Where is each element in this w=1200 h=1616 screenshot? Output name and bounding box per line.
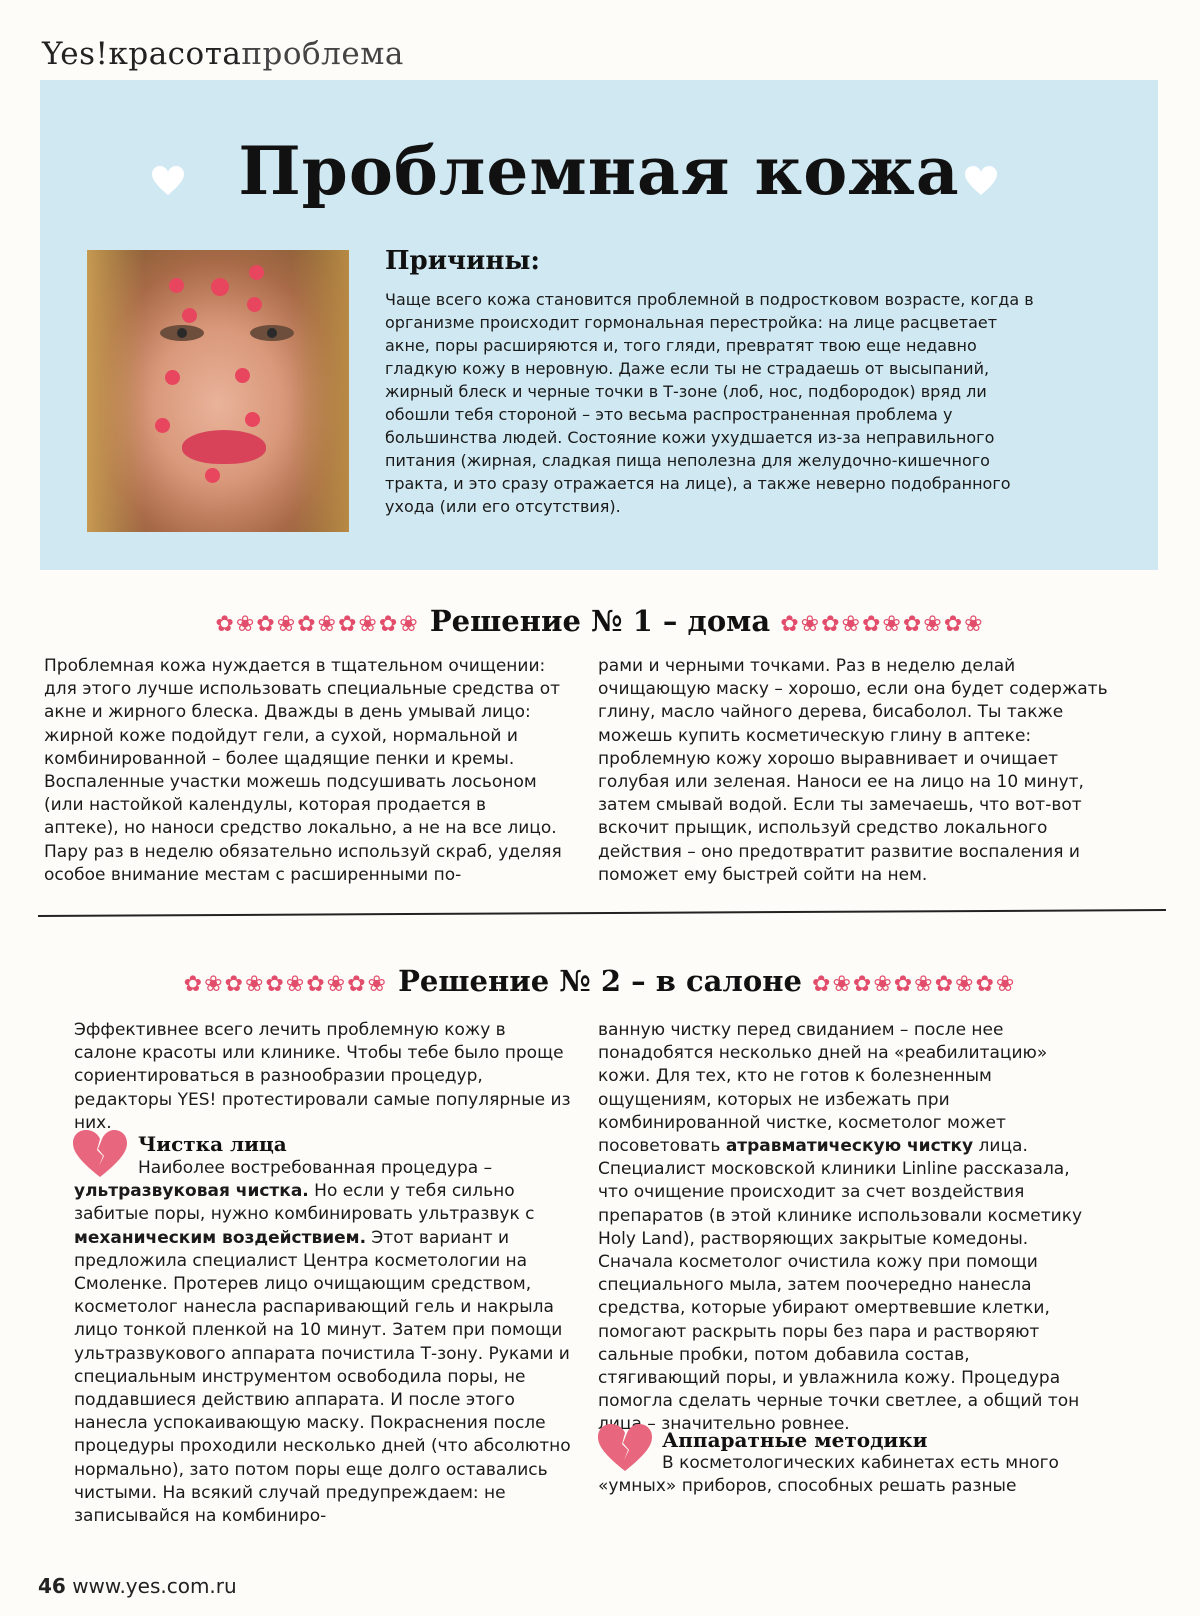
pimple-dot (165, 370, 180, 385)
solution2-heading: Решение № 2 – в салоне (398, 964, 802, 998)
pimple-dot (245, 412, 260, 427)
pimple-dot (247, 297, 262, 312)
pimple-dot (249, 265, 264, 280)
girl-photo (87, 250, 349, 532)
eyes-shape (152, 320, 302, 346)
page-title: Проблемная кожа (238, 132, 960, 210)
hero-panel (40, 80, 1158, 570)
causes-heading: Причины: (385, 246, 541, 276)
hardware-heading: Аппаратные методики (662, 1428, 928, 1452)
pimple-dot (205, 468, 220, 483)
heart-right-icon (965, 166, 997, 196)
solution1-heading-row (0, 604, 1200, 638)
cleaning-text: Наиболее востребованная процедура – ультразвуковая чистка. Но если у тебя сильно забитые поры, нужно комбинировать ультразвук с механическим воздействием. Этот вариант и предложила специалист Центра косметологии на Смоленке. Протерев лицо очищающим средством, косметолог нанесла распаривающий гель и накрыла лицо тонкой пленкой на 10 минут. Затем при помощи ультразвукового аппарата почистила Т-зону. Руками и специальным инструментом освободила поры, не поддавшиеся действию аппарата. И после этого нанесла успокаивающую маску. Покраснения после процедуры проходили несколько дней (что абсолютно нормально), зато потом поры еще долго оставались чистыми. На всякий случай предупреждаем: не записывайся на комбиниро- (74, 1158, 571, 1527)
solution2-column-right: ванную чистку перед свиданием – после нее понадобятся несколько дней на «реабилитацию» кожи. Для тех, кто не готов к болезненным ощущениям, которых не избежать при комбинированной чистке, косметолог может посоветовать атравматическую чистку лица. Специалист московской клиники Linline рассказала, что очищение происходит за счет воздействия препаратов (в этой клинике использовали косметику Holy Land), растворяющих закрытые комедоны. Сначала косметолог очистила кожу при помощи специального мыла, затем поочередно нанесла средства, которые убирают омертвевшие клетки, помогают раскрыть поры без пара и растворяют сальные пробки, потом добавила состав, стягивающий поры, и увлажнила кожу. Процедура помогла сделать черные точки светлее, а общий тон лица – значительно ровнее. (598, 1020, 1083, 1435)
pimple-dot (182, 308, 197, 323)
page-number: 46 (38, 1574, 66, 1598)
magazine-header (42, 36, 404, 72)
section-label: проблема (241, 36, 404, 72)
flower-ornament-icon: ✿❀✿❀✿❀✿❀✿❀ (215, 612, 420, 637)
pimple-dot (155, 418, 170, 433)
page-footer (38, 1574, 237, 1598)
flower-ornament-icon: ✿❀✿❀✿❀✿❀✿❀ (780, 612, 985, 637)
solution1-column-left: Проблемная кожа нуждается в тщательном очищении: для этого лучше использовать специальные средства от акне и жирного блеска. Дважды в день умывай лицо: жирной коже подойдут гели, а сухой, нормальной и комбинированной – более щадящие пенки и кремы. Воспаленные участки можешь подсушивать лосьоном (или настойкой календулы, которая продается в аптеке), но наноси средство локально, а не на все лицо. Пару раз в неделю обязательно используй скраб, уделяя особое внимание местам с расширенными по- (44, 656, 562, 885)
pimple-dot (235, 368, 250, 383)
pimple-dot (211, 278, 229, 296)
solution1-column-right: рами и черными точками. Раз в неделю делай очищающую маску – хорошо, если она будет содержать глину, масло чайного дерева, бисаболол. Ты также можешь купить косметическую глину в аптеке: проблемную кожу хорошо выравнивает и очищает голубая или зеленая. Наноси ее на лицо на 10 минут, затем смывай водой. Если ты замечаешь, что вот-вот вскочит прыщик, используй средство локального действия – оно предотвратит развитие воспаления и поможет ему быстрей сойти на нем. (598, 656, 1108, 885)
flower-ornament-icon: ✿❀✿❀✿❀✿❀✿❀ (183, 972, 388, 997)
lips-shape (182, 430, 266, 464)
site-url: www.yes.com.ru (72, 1574, 237, 1598)
solution2-heading-row (0, 964, 1200, 998)
solution1-heading: Решение № 1 – дома (429, 604, 771, 638)
hardware-text: В косметологических кабинетах есть много «умных» приборов, способных решать разные (598, 1453, 1059, 1497)
solution2-intro: Эффективнее всего лечить проблемную кожу в салоне красоты или клинике. Чтобы тебе было проще сориентироваться в разнообразии процедур, редакторы YES! протестировали самые популярные из них. (74, 1020, 571, 1133)
pimple-dot (169, 278, 184, 293)
flower-ornament-icon: ✿❀✿❀✿❀✿❀✿❀ (812, 972, 1017, 997)
brand-label: Yes!красота (42, 36, 242, 72)
section-divider (38, 909, 1166, 917)
causes-text: Чаще всего кожа становится проблемной в подростковом возрасте, когда в организме происходит гормональная перестройка: на лице расцветает акне, поры расширяются и, того гляди, превратят твою еще недавно гладкую кожу в неровную. Даже если ты не страдаешь от высыпаний, жирный блеск и черные точки в Т-зоне (лоб, нос, подбородок) вряд ли обошли тебя стороной – это весьма распространенная проблема у большинства людей. Состояние кожи ухудшается из-за неправильного питания (жирная, сладкая пища неполезна для желудочно-кишечного тракта, и это сразу отражается на лице), а также неверно подобранного ухода (или его отсутствия). (385, 290, 1034, 516)
cleaning-heading: Чистка лица (138, 1132, 287, 1156)
